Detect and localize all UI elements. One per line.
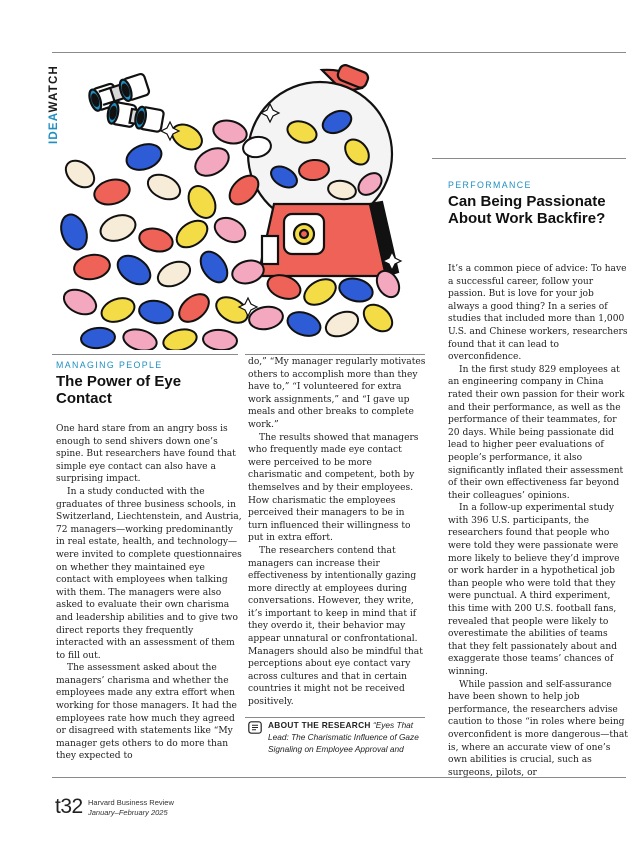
gumball-machine-illustration	[52, 62, 412, 350]
left-paragraph-2: In a study conducted with the graduates of three business schools, in Switzerland, Liechtenstein, and Austria, 72 managers—working predominantly in real estate, health, and technology—were invited to complete questionnaires on whether they maintained eye contact with employees when talking with them. The managers were also asked to evaluate their own charisma and leadership abilities and to give two direct reports they frequently interacted with an assessment of them to fill out.	[56, 486, 242, 661]
magazine-name: Harvard Business Review	[88, 798, 174, 807]
left-article-title: The Power of Eye Contact	[56, 373, 182, 407]
right-column-rule	[432, 158, 626, 159]
right-paragraph-4: While passion and self-assurance have been shown to help job performance, the researchers advise caution to those “in roles where being overconfident is more dangerous—that is, where an accurate view of one’s own abilities is crucial, such as surgeons, pilots, or	[448, 679, 628, 778]
binoculars-icon	[87, 73, 164, 132]
left-article-continued	[248, 356, 426, 709]
left-article-body	[56, 423, 242, 763]
left-column-rule	[52, 354, 238, 355]
top-rule	[52, 52, 626, 53]
right-article-kicker: PERFORMANCE	[448, 180, 532, 190]
about-the-research	[248, 719, 428, 755]
research-label: ABOUT THE RESEARCH	[268, 720, 371, 730]
research-book-icon	[248, 721, 262, 734]
research-rule	[245, 717, 425, 718]
left-paragraph-3: The assessment asked about the managers’ charisma and whether the employees made any extra effort when working for those managers. It had the employees rate how much they agreed or disagreed with statements like “My manager gets others to do more than they expected to	[56, 663, 237, 762]
mid-paragraph-2: The results showed that managers who frequently made eye contact were perceived to be more charismatic and competent, both by themselves and by their employees. How charismatic the employees perceived their managers to be in turn influenced their willingness to put in extra effort.	[248, 432, 419, 544]
mid-paragraph-3: The researchers contend that managers can increase their effectiveness by intentionally gazing more directly at employees during conversations. However, they write, it’s important to keep in mind that if they overdo it, their behavior may appear unnatural or confrontational. Managers should also be mindful that perceptions about eye contact vary across cultures and that in certain countries it might not be received positively.	[248, 545, 423, 708]
left-paragraph-1: One hard stare from an angry boss is enough to send shivers down one’s spine. But researchers have found that simple eye contact can also have a surprising impact.	[56, 424, 236, 485]
right-paragraph-1: It’s a common piece of advice: To have a successful career, follow your passion. But is love for your job always a good thing? In a series of studies that included more than 1,000 U.S. and Chinese workers, researchers found that it can lead to overconfidence.	[448, 264, 628, 363]
left-article-kicker: MANAGING PEOPLE	[56, 360, 163, 370]
section-label-prefix: IDEA	[48, 112, 60, 144]
research-reference: “Eyes That Lead: The Charismatic Influence of Gaze Signaling on Employee Approval and	[268, 720, 419, 754]
magazine-issue: January–February 2025	[88, 808, 168, 817]
section-label-suffix: WATCH	[48, 65, 60, 113]
right-article-body	[448, 263, 628, 779]
middle-column-rule	[245, 354, 425, 355]
magazine-info	[88, 798, 174, 818]
mid-paragraph-1: do,” “My manager regularly motivates others to accomplish more than they have to,” “I volunteered for extra work assignments,” and “I gave up meals and other breaks to complete work.”	[248, 357, 426, 430]
right-paragraph-3: In a follow-up experimental study with 396 U.S. participants, the researchers found that people who were told they were passionate were more likely to believe they’d improve or work harder in a hypothetical job than people who were told that they were punctual. A third experiment, this time with 200 U.S. football fans, revealed that people were likely to overestimate the abilities of teams that they felt passionately about and exaggerate those teams’ chances of winning.	[448, 503, 620, 677]
right-article-title: Can Being Passionate About Work Backfire?	[448, 193, 606, 227]
page-number: t32	[55, 795, 83, 818]
right-paragraph-2: In the first study 829 employees at an engineering company in China rated their own passion for their work and their performance, as well as the performance of their teammates, for 20 days. While being passionate did lead to higher peer evaluations of people’s performance, it also significantly inflated their assessment of their own effectiveness far beyond their colleagues’ opinions.	[448, 364, 625, 501]
